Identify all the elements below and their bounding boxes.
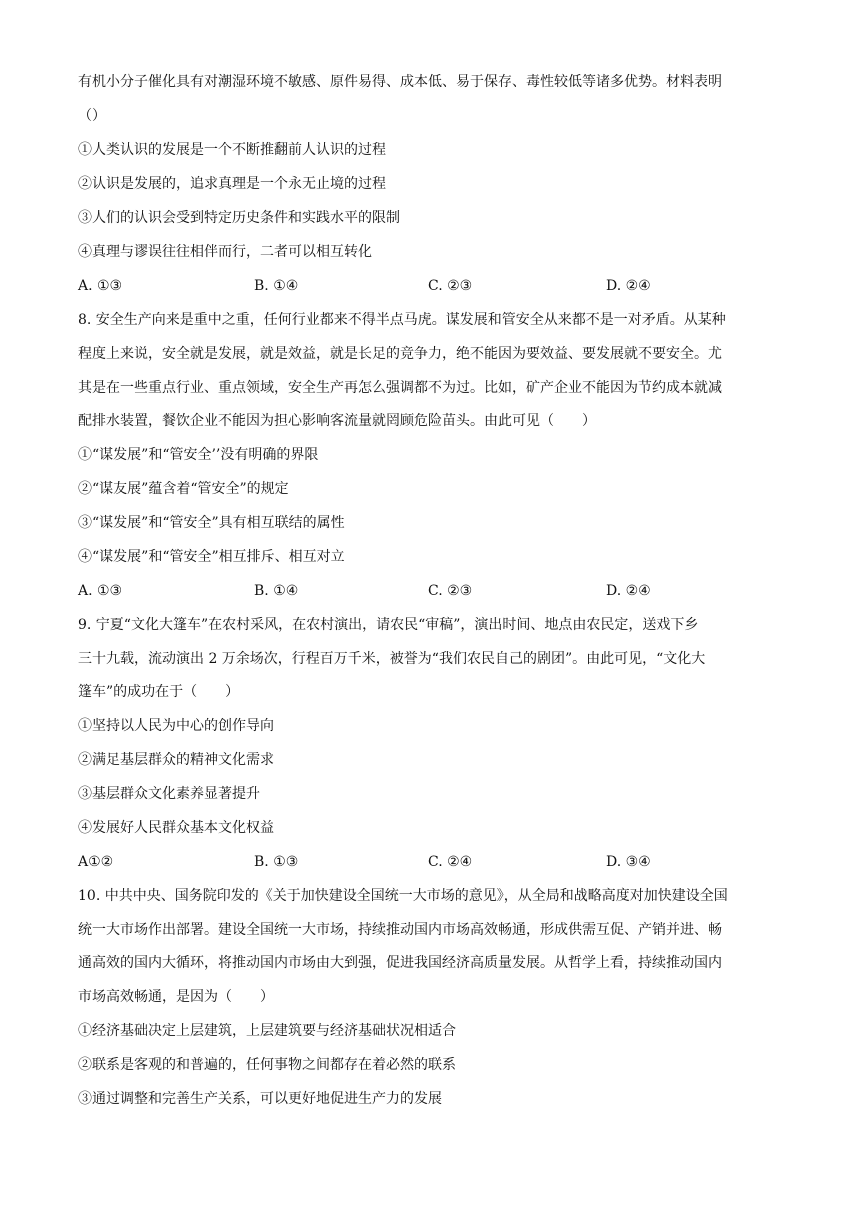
q9-option-c: C. ②④ [428, 854, 473, 870]
q9-item-3: ③基层群众文化素养显著提升 [78, 786, 260, 802]
q8-item-1: ①“谋发展”和“管安全’’没有明确的界限 [78, 447, 319, 463]
q9-item-1: ①坚持以人民为中心的创作导向 [78, 718, 274, 734]
q8-item-3: ③“谋发展”和“管安全”具有相互联结的属性 [78, 515, 345, 531]
q8-item-4: ④“谋发展”和“管安全”相互排斥、相互对立 [78, 549, 345, 565]
q9-stem-line: 篷车”的成功在于（ ） [78, 684, 240, 700]
q9-item-4: ④发展好人民群众基本文化权益 [78, 820, 274, 836]
q8-option-d: D. ②④ [606, 583, 651, 599]
q10-stem-line: 市场高效畅通，是因为（ ） [78, 989, 274, 1005]
q7-stem-line: 有机小分子催化具有对潮湿环境不敏感、原件易得、成本低、易于保存、毒性较低等诸多优势。材料表明 [78, 74, 722, 90]
q8-option-a: A. ①③ [78, 583, 123, 599]
q7-item-3: ③人们的认识会受到特定历史条件和实践水平的限制 [78, 210, 400, 226]
q7-option-d: D. ②④ [606, 278, 651, 294]
q7-item-1: ①人类认识的发展是一个不断推翻前人认识的过程 [78, 142, 386, 158]
q8-option-b: B. ①④ [254, 583, 299, 599]
q8-options [78, 581, 782, 601]
q8-stem-line: 配排水装置，餐饮企业不能因为担心影响客流量就罔顾危险苗头。由此可见（ ） [78, 413, 596, 429]
q10-item-1: ①经济基础决定上层建筑，上层建筑要与经济基础状况相适合 [78, 1023, 456, 1039]
q8-option-c: C. ②③ [428, 583, 473, 599]
q8-stem-line: 8. 安全生产向来是重中之重，任何行业都来不得半点马虎。谋发展和管安全从来都不是一对矛盾。从某种 [78, 312, 726, 328]
q10-item-3: ③通过调整和完善生产关系，可以更好地促进生产力的发展 [78, 1091, 442, 1107]
q10-stem-line: 通高效的国内大循环，将推动国内市场由大到强，促进我国经济高质量发展。从哲学上看，持续推动国内 [78, 955, 722, 971]
q8-item-2: ②“谋友展”蕴含着“管安全”的规定 [78, 481, 289, 497]
q10-item-2: ②联系是客观的和普遍的，任何事物之间都存在着必然的联系 [78, 1057, 456, 1073]
q7-item-4: ④真理与谬误往往相伴而行，二者可以相互转化 [78, 244, 372, 260]
q7-stem-line: （） [78, 108, 106, 124]
q7-option-b: B. ①④ [254, 278, 299, 294]
q9-option-a: A①② [78, 854, 114, 870]
q7-option-a: A. ①③ [78, 278, 123, 294]
q9-item-2: ②满足基层群众的精神文化需求 [78, 752, 274, 768]
q10-stem-line: 10. 中共中央、国务院印发的《关于加快建设全国统一大市场的意见》，从全局和战略高度对加快建设全国 [78, 888, 728, 904]
q7-item-2: ②认识是发展的，追求真理是一个永无止境的过程 [78, 176, 386, 192]
q8-stem-line: 程度上来说，安全就是发展，就是效益，就是长足的竞争力，绝不能因为要效益、要发展就不要安全。尤 [78, 346, 722, 362]
q9-options [78, 852, 782, 872]
q9-stem-line: 三十九载，流动演出 2 万余场次，行程百万千米，被誉为“我们农民自己的剧团”。由此可见，“文化大 [78, 651, 706, 667]
q7-options [78, 276, 782, 296]
q9-option-d: D. ③④ [606, 854, 651, 870]
q10-stem-line: 统一大市场作出部署。建设全国统一大市场，持续推动国内市场高效畅通，形成供需互促、产销并进、畅 [78, 922, 722, 938]
q7-option-c: C. ②③ [428, 278, 473, 294]
q9-option-b: B. ①③ [254, 854, 299, 870]
q9-stem-line: 9. 宁夏“文化大篷车”在农村采风，在农村演出，请农民“审稿”，演出时间、地点由农民定，送戏下乡 [78, 617, 699, 633]
q8-stem-line: 其是在一些重点行业、重点领域，安全生产再怎么强调都不为过。比如，矿产企业不能因为节约成本就减 [78, 380, 722, 396]
